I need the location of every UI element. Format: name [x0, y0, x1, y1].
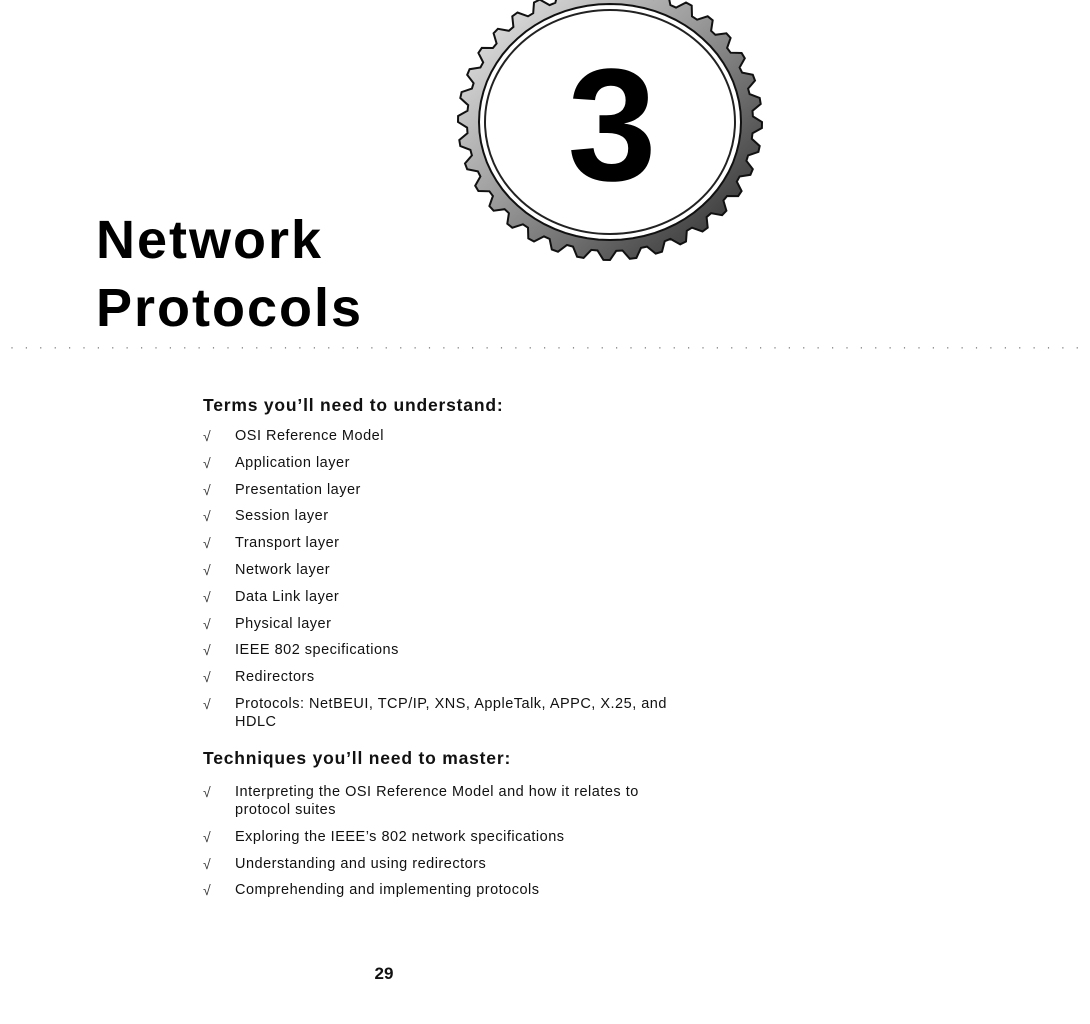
- list-item: [203, 561, 683, 579]
- list-item-text: Physical layer: [235, 615, 332, 632]
- checkmark-icon: √: [203, 855, 212, 872]
- list-item-text: IEEE 802 specifications: [235, 642, 399, 659]
- list-item: [203, 855, 683, 873]
- list-item: [203, 481, 683, 499]
- list-item: [203, 641, 683, 659]
- list-item: [203, 881, 683, 899]
- checkmark-icon: √: [203, 481, 212, 498]
- list-item-text: Understanding and using redirectors: [235, 855, 487, 872]
- terms-section: [203, 394, 683, 740]
- list-item-text: Data Link layer: [235, 588, 340, 605]
- terms-heading: Terms you’ll need to understand:: [203, 395, 504, 415]
- list-item: [203, 588, 683, 606]
- list-item: [203, 454, 683, 472]
- list-item-text: Network layer: [235, 561, 331, 578]
- checkmark-icon: √: [203, 882, 212, 899]
- list-item-text: Application layer: [235, 454, 350, 471]
- list-item: [203, 507, 683, 525]
- checkmark-icon: √: [203, 535, 212, 552]
- checkmark-icon: √: [203, 615, 212, 632]
- checkmark-icon: √: [203, 642, 212, 659]
- list-item-text: Protocols: NetBEUI, TCP/IP, XNS, AppleTalk, APPC, X.25, and HDLC: [235, 695, 667, 730]
- dotted-divider: ···········································································: [10, 340, 1090, 354]
- list-item-text: Exploring the IEEE’s 802 network specifications: [235, 828, 565, 845]
- checkmark-icon: √: [203, 561, 212, 578]
- techniques-section: [203, 747, 683, 908]
- techniques-list: [203, 783, 683, 899]
- checkmark-icon: √: [203, 695, 212, 712]
- page-number: 29: [374, 964, 394, 983]
- list-item: [203, 828, 683, 846]
- checkmark-icon: √: [203, 428, 212, 444]
- list-item: [203, 668, 683, 686]
- list-item: [203, 615, 683, 633]
- list-item: [203, 783, 683, 819]
- checkmark-icon: √: [203, 828, 212, 845]
- list-item-text: Transport layer: [235, 535, 340, 552]
- list-item-text: Interpreting the OSI Reference Model and how it relates to protocol suites: [235, 784, 639, 818]
- list-item: [203, 695, 683, 731]
- list-item-text: Presentation layer: [235, 481, 361, 498]
- checkmark-icon: √: [203, 588, 212, 605]
- list-item-text: Session layer: [235, 508, 329, 525]
- checkmark-icon: √: [203, 669, 212, 686]
- checkmark-icon: √: [203, 784, 212, 800]
- chapter-number: 3: [567, 35, 657, 214]
- checkmark-icon: √: [203, 508, 212, 525]
- chapter-title: [96, 206, 363, 342]
- list-item-text: Redirectors: [235, 669, 315, 686]
- checkmark-icon: √: [203, 454, 212, 471]
- terms-list: [203, 427, 683, 731]
- list-item-text: OSI Reference Model: [235, 428, 384, 444]
- chapter-title-line-2: Protocols: [96, 278, 364, 338]
- list-item: [203, 534, 683, 552]
- list-item: [203, 427, 683, 445]
- techniques-heading: Techniques you’ll need to master:: [203, 748, 512, 768]
- list-item-text: Comprehending and implementing protocols: [235, 882, 540, 899]
- chapter-title-line-1: Network: [96, 210, 324, 270]
